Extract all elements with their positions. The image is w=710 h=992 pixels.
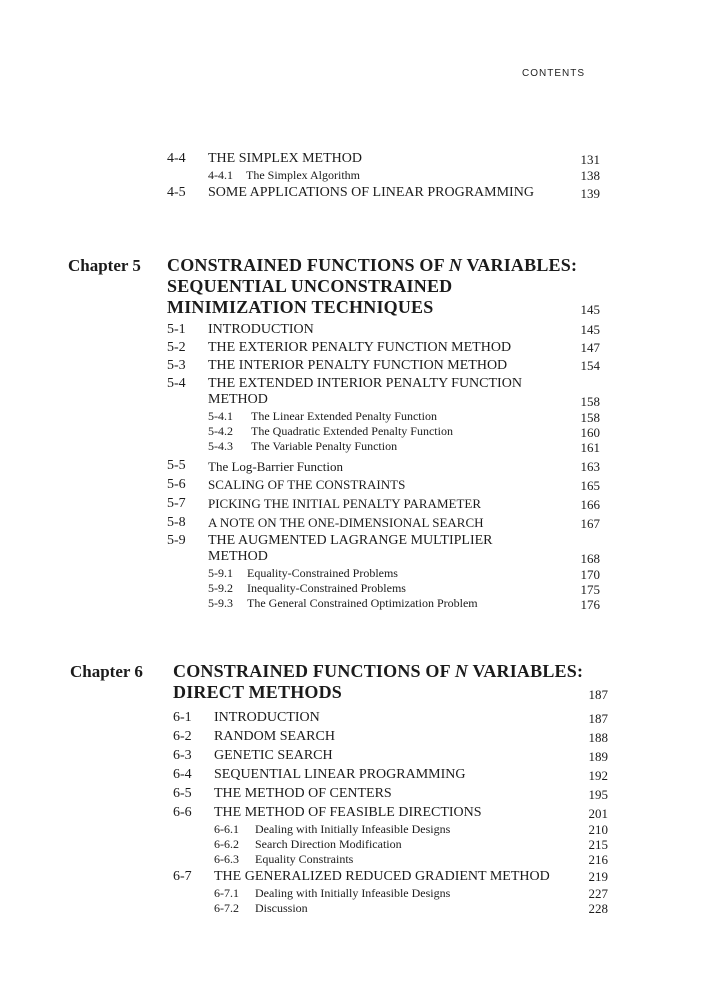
section-number: 5-9 xyxy=(167,533,186,548)
page-number: 154 xyxy=(580,358,600,373)
section-title: SEQUENTIAL LINEAR PROGRAMMING xyxy=(214,767,466,782)
section-title-continued: METHOD xyxy=(208,549,268,564)
page-number: 175 xyxy=(580,582,600,597)
section-title: GENETIC SEARCH xyxy=(214,748,333,763)
page-number: 139 xyxy=(580,186,600,201)
chapter-label: Chapter 5 xyxy=(68,256,141,275)
subsection-title: The Linear Extended Penalty Function xyxy=(251,409,437,423)
subsection-title: The General Constrained Optimization Problem xyxy=(247,596,478,610)
page-number: 176 xyxy=(580,597,600,612)
subsection-number: 6-6.3 xyxy=(214,852,239,866)
page-number: 188 xyxy=(588,730,608,745)
subsection-number: 5-4.1 xyxy=(208,409,233,423)
subsection-title: Dealing with Initially Infeasible Designs xyxy=(255,886,451,900)
section-title: THE GENERALIZED REDUCED GRADIENT METHOD xyxy=(214,869,550,884)
subsection-title: Inequality-Constrained Problems xyxy=(247,581,406,595)
section-number: 5-2 xyxy=(167,340,186,355)
subsection-number: 5-9.3 xyxy=(208,596,233,610)
subsection-number: 5-9.1 xyxy=(208,566,233,580)
page-number: 165 xyxy=(580,478,600,493)
page-number: 145 xyxy=(580,322,600,337)
section-number: 6-7 xyxy=(173,869,192,884)
subsection-title: Dealing with Initially Infeasible Designs xyxy=(255,822,451,836)
page-number: 195 xyxy=(588,787,608,802)
section-title: The Log-Barrier Function xyxy=(208,459,344,474)
subsection-title: Equality Constraints xyxy=(255,852,354,866)
section-title: RANDOM SEARCH xyxy=(214,729,335,744)
subsection-number: 5-4.3 xyxy=(208,439,233,453)
page-number: 168 xyxy=(580,551,600,566)
section-title: THE EXTERIOR PENALTY FUNCTION METHOD xyxy=(208,340,512,355)
subsection-title: The Quadratic Extended Penalty Function xyxy=(251,424,453,438)
section-title: SCALING OF THE CONSTRAINTS xyxy=(208,477,406,492)
page-number: 158 xyxy=(580,394,600,409)
page-number: 170 xyxy=(580,567,600,582)
page-number: 147 xyxy=(580,340,600,355)
chapter-title-line: MINIMIZATION TECHNIQUES xyxy=(167,297,434,317)
section-number: 5-4 xyxy=(167,376,186,391)
page-number: 131 xyxy=(580,152,600,167)
page-number: 167 xyxy=(580,516,600,531)
page-number: 161 xyxy=(580,440,600,455)
section-number: 5-5 xyxy=(167,458,186,473)
section-number: 5-7 xyxy=(167,496,186,511)
page-number: 145 xyxy=(580,302,600,317)
chapter-title-line: DIRECT METHODS xyxy=(173,682,343,702)
page-number: 160 xyxy=(580,425,600,440)
subsection-number: 6-6.2 xyxy=(214,837,239,851)
page-number: 228 xyxy=(588,901,608,916)
section-title: INTRODUCTION xyxy=(208,322,314,337)
page-number: 210 xyxy=(588,822,608,837)
page-number: 187 xyxy=(588,687,608,702)
page-number: 216 xyxy=(588,852,608,867)
chapter-title-line: SEQUENTIAL UNCONSTRAINED xyxy=(167,276,453,296)
subsection-number: 6-7.2 xyxy=(214,901,239,915)
section-number: 4-5 xyxy=(167,185,186,200)
page-number: 138 xyxy=(580,168,600,183)
subsection-title: The Variable Penalty Function xyxy=(251,439,398,453)
section-number: 5-3 xyxy=(167,358,186,373)
section-title: THE METHOD OF CENTERS xyxy=(214,786,392,801)
section-title: THE INTERIOR PENALTY FUNCTION METHOD xyxy=(208,358,508,373)
section-number: 6-4 xyxy=(173,767,192,782)
page-number: 192 xyxy=(588,768,608,783)
section-number: 6-1 xyxy=(173,710,192,725)
page-number: 227 xyxy=(588,886,608,901)
subsection-title: Discussion xyxy=(255,901,308,915)
subsection-title: The Simplex Algorithm xyxy=(246,168,360,182)
chapter-title-line: CONSTRAINED FUNCTIONS OF N VARIABLES: xyxy=(173,661,584,681)
section-number: 5-1 xyxy=(167,322,186,337)
subsection-number: 4-4.1 xyxy=(208,168,233,182)
chapter-title-line: CONSTRAINED FUNCTIONS OF N VARIABLES: xyxy=(167,255,578,275)
subsection-number: 5-4.2 xyxy=(208,424,233,438)
section-number: 5-6 xyxy=(167,477,186,492)
section-title: THE EXTENDED INTERIOR PENALTY FUNCTION xyxy=(208,376,522,391)
section-title: A NOTE ON THE ONE-DIMENSIONAL SEARCH xyxy=(208,515,484,530)
section-number: 6-6 xyxy=(173,805,192,820)
section-title: THE AUGMENTED LAGRANGE MULTIPLIER xyxy=(208,533,493,548)
section-number: 5-8 xyxy=(167,515,186,530)
section-title: THE METHOD OF FEASIBLE DIRECTIONS xyxy=(214,805,482,820)
page-number: 189 xyxy=(588,749,608,764)
subsection-title: Search Direction Modification xyxy=(255,837,402,851)
section-title: SOME APPLICATIONS OF LINEAR PROGRAMMING xyxy=(208,185,534,200)
section-number: 6-3 xyxy=(173,748,192,763)
page-number: 187 xyxy=(588,711,608,726)
page-number: 158 xyxy=(580,410,600,425)
section-title: INTRODUCTION xyxy=(214,710,320,725)
subsection-number: 6-6.1 xyxy=(214,822,239,836)
subsection-number: 5-9.2 xyxy=(208,581,233,595)
page-number: 166 xyxy=(580,497,600,512)
running-head: CONTENTS xyxy=(522,68,585,79)
section-number: 6-2 xyxy=(173,729,192,744)
section-number: 4-4 xyxy=(167,151,186,166)
page-number: 201 xyxy=(588,806,608,821)
subsection-number: 6-7.1 xyxy=(214,886,239,900)
section-number: 6-5 xyxy=(173,786,192,801)
section-title-continued: METHOD xyxy=(208,392,268,407)
page-number: 219 xyxy=(588,869,608,884)
page-number: 215 xyxy=(588,837,608,852)
subsection-title: Equality-Constrained Problems xyxy=(247,566,398,580)
section-title: PICKING THE INITIAL PENALTY PARAMETER xyxy=(208,496,481,511)
chapter-label: Chapter 6 xyxy=(70,662,143,681)
page-number: 163 xyxy=(580,459,600,474)
section-title: THE SIMPLEX METHOD xyxy=(208,151,362,166)
